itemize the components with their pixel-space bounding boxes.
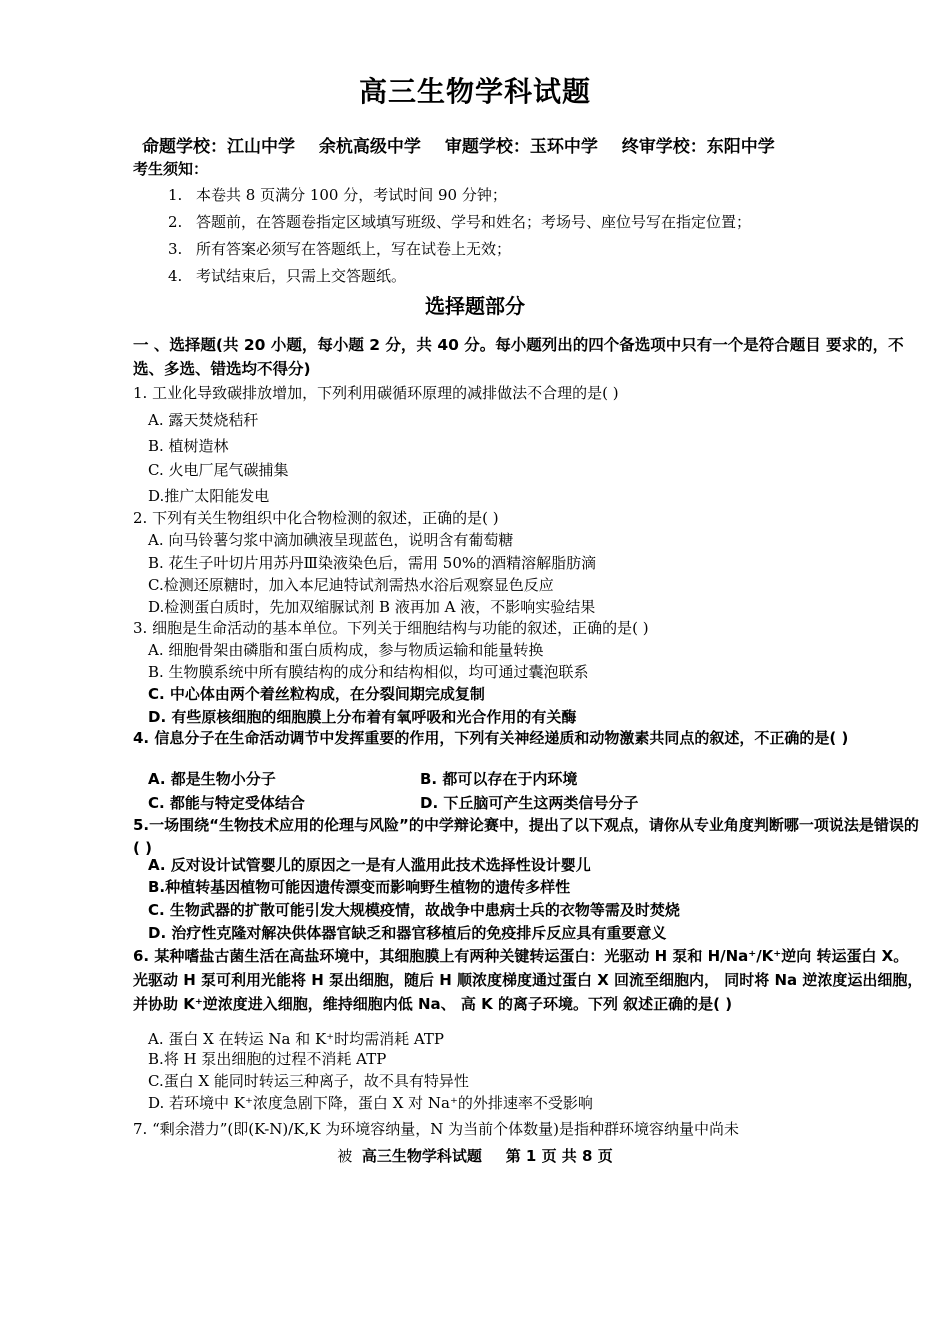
- footer-title: 高三生物学科试题: [361, 1147, 482, 1165]
- question-6-option-c: C.蛋白 X 能同时转运三种离子，故不具有特异性: [148, 1072, 469, 1090]
- reviewer-school: 审题学校：玉环中学: [444, 137, 598, 157]
- question-3-option-a: A. 细胞骨架由磷脂和蛋白质构成，参与物质运输和能量转换: [148, 641, 544, 659]
- question-3-option-c: C. 中心体由两个着丝粒构成，在分裂间期完成复制: [148, 685, 485, 703]
- question-2-option-a: A. 向马铃薯匀浆中滴加碘液呈现蓝色，说明含有葡萄糖: [148, 531, 514, 549]
- notice-list: [168, 182, 751, 290]
- question-4-option-a: A. 都是生物小分子: [148, 770, 276, 788]
- footer-page-number: 第 1 页 共 8 页: [505, 1147, 613, 1165]
- proposer-school-2: 余杭高级中学: [318, 137, 421, 157]
- question-1-stem: 1. 工业化导致碳排放增加，下列利用碳循环原理的减排做法不合理的是( ): [133, 384, 619, 402]
- question-5-option-d: D. 治疗性克隆对解决供体器官缺乏和器官移植后的免疫排斥反应具有重要意义: [148, 924, 667, 942]
- question-6-option-a: A. 蛋白 X 在转运 Na 和 K⁺时均需消耗 ATP: [148, 1030, 444, 1048]
- question-5-option-c: C. 生物武器的扩散可能引发大规模疫情，故战争中患病士兵的衣物等需及时焚烧: [148, 901, 680, 919]
- question-5-option-b: B.种植转基因植物可能因遗传漂变而影响野生植物的遗传多样性: [148, 878, 571, 896]
- question-4-option-b: B. 都可以存在于内环境: [420, 770, 578, 788]
- school-info: [142, 132, 793, 157]
- question-6-option-d: D. 若环境中 K⁺浓度急剧下降，蛋白 X 对 Na⁺的外排速率不受影响: [148, 1094, 593, 1112]
- footer-prefix: 被: [337, 1147, 353, 1165]
- question-2-option-d: D.检测蛋白质时，先加双缩脲试剂 B 液再加 A 液，不影响实验结果: [148, 598, 596, 616]
- section-instructions: 一 、选择题(共 20 小题，每小题 2 分，共 40 分。每小题列出的四个备选项中只有一个是符合题目 要求的，不选、多选、错选均不得分): [133, 336, 904, 378]
- question-1-option-d: D.推广太阳能发电: [148, 487, 270, 505]
- question-1-option-a: A. 露天焚烧秸秆: [148, 411, 259, 429]
- question-1-option-c: C. 火电厂尾气碳捕集: [148, 461, 289, 479]
- question-3-stem: 3. 细胞是生命活动的基本单位。下列关于细胞结构与功能的叙述，正确的是( ): [133, 619, 649, 637]
- question-2-option-c: C.检测还原糖时，加入本尼迪特试剂需热水浴后观察显色反应: [148, 576, 554, 594]
- final-review-school: 终审学校：东阳中学: [621, 137, 775, 157]
- notice-item: 4. 考试结束后，只需上交答题纸。: [168, 267, 407, 285]
- notice-item: 1. 本卷共 8 页满分 100 分，考试时间 90 分钟；: [168, 186, 507, 204]
- question-6-option-b: B.将 H 泵出细胞的过程不消耗 ATP: [148, 1050, 387, 1068]
- question-3-option-d: D. 有些原核细胞的细胞膜上分布着有氧呼吸和光合作用的有关酶: [148, 708, 577, 726]
- page-title: 高三生物学科试题: [358, 75, 591, 108]
- question-4-option-c: C. 都能与特定受体结合: [148, 794, 305, 812]
- question-6-stem: 6. 某种嗜盐古菌生活在高盐环境中，其细胞膜上有两种关键转运蛋白：光驱动 H 泵和 H/Na⁺/K⁺逆向 转运蛋白 X。光驱动 H 泵可利用光能将 H 泵出细胞，随后 H 顺浓度梯度通过蛋白 X 回流至细胞内， 同时将 Na 逆浓度运出细胞，并协助 K⁺逆浓度进入细胞，维持细胞内低 Na、 高 K 的离子环境。下列 叙述正确的是( ): [133, 947, 923, 1013]
- question-3-option-b: B. 生物膜系统中所有膜结构的成分和结构相似，均可通过囊泡联系: [148, 663, 589, 681]
- page-footer: [0, 1145, 950, 1166]
- section-title: 选择题部分: [425, 294, 525, 318]
- notice-item: 2. 答题前，在答题卷指定区域填写班级、学号和姓名；考场号、座位号写在指定位置；: [168, 213, 752, 231]
- proposer-school: 命题学校：江山中学: [142, 137, 295, 157]
- notice-item: 3. 所有答案必须写在答题纸上，写在试卷上无效；: [168, 240, 512, 258]
- question-5-stem: 5.一场围绕“生物技术应用的伦理与风险”的中学辩论赛中，提出了以下观点，请你从专业角度判断哪一项说法是错误的( ): [133, 816, 919, 857]
- question-2-stem: 2. 下列有关生物组织中化合物检测的叙述，正确的是( ): [133, 509, 499, 527]
- notice-label: 考生须知：: [133, 160, 209, 178]
- question-4-option-d: D. 下丘脑可产生这两类信号分子: [420, 794, 639, 812]
- question-7-stem: 7. “剩余潜力”(即(K-N)/K,K 为环境容纳量，N 为当前个体数量)是指种群环境容纳量中尚未: [133, 1120, 740, 1138]
- question-2-option-b: B. 花生子叶切片用苏丹Ⅲ染液染色后，需用 50%的酒精溶解脂肪滴: [148, 554, 597, 572]
- question-4-stem: 4. 信息分子在生命活动调节中发挥重要的作用，下列有关神经递质和动物激素共同点的叙述，不正确的是( ): [133, 729, 849, 747]
- question-1-option-b: B. 植树造林: [148, 437, 229, 455]
- question-5-option-a: A. 反对设计试管婴儿的原因之一是有人滥用此技术选择性设计婴儿: [148, 856, 591, 874]
